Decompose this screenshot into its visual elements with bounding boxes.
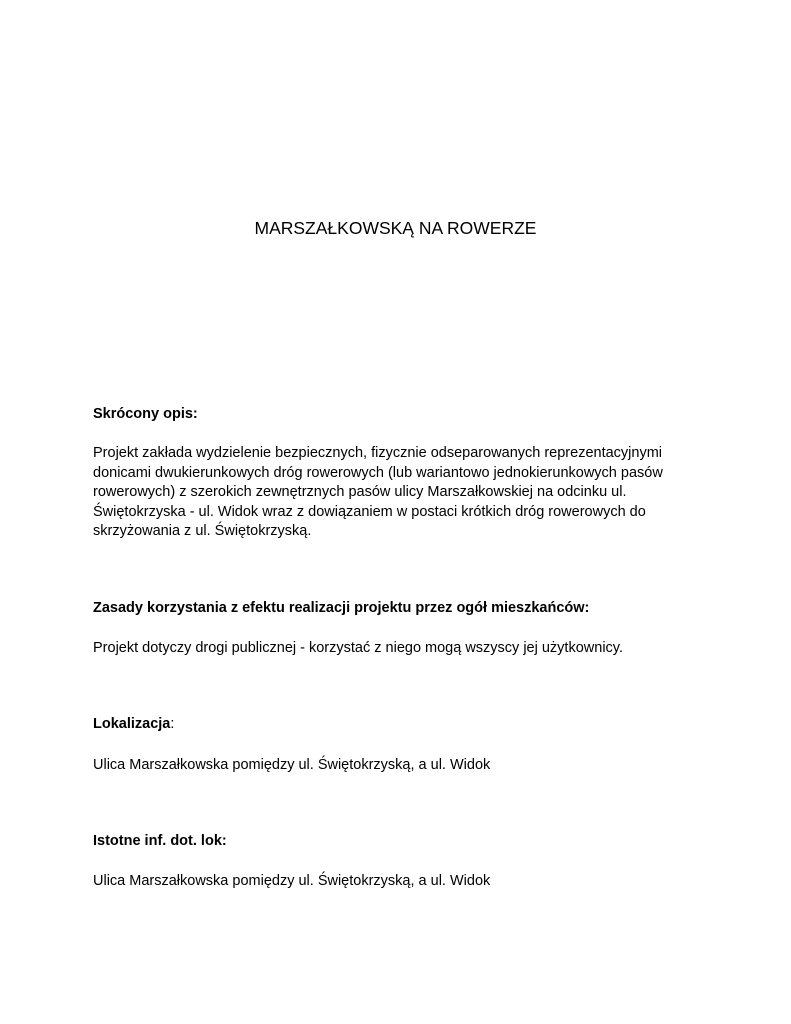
location-info-paragraph [93, 872, 490, 892]
summary-heading: Skrócony opis: [93, 406, 198, 422]
location-info-heading: Istotne inf. dot. lok: [93, 833, 227, 849]
location-paragraph [93, 756, 490, 776]
location-heading-label: Lokalizacja [93, 716, 171, 732]
summary-paragraph [93, 444, 663, 542]
usage-rules-paragraph [93, 639, 623, 659]
usage-rules-heading: Zasady korzystania z efektu realizacji projektu przez ogół mieszkańców: [93, 600, 590, 616]
location-info-text: Ulica Marszałkowska pomiędzy ul. Świętokrzyską, a ul. Widok [93, 873, 491, 889]
summary-line: Projekt zakłada wydzielenie bezpiecznych, fizycznie odseparowanych reprezentacyjnymi [93, 445, 663, 461]
document-title: MARSZAŁKOWSKĄ NA ROWERZE [254, 218, 537, 238]
summary-line: donicami dwukierunkowych dróg rowerowych (lub wariantowo jednokierunkowych pasów [93, 464, 663, 481]
usage-rules-text: Projekt dotyczy drogi publicznej - korzystać z niego mogą wszyscy jej użytkownicy. [93, 640, 623, 656]
summary-line: Świętokrzyska - ul. Widok wraz z dowiązaniem w postaci krótkich dróg rowerowych do [93, 503, 646, 520]
summary-line: rowerowych) z szerokich zewnętrznych pasów ulicy Marszałkowskiej na odcinku ul. [93, 484, 627, 500]
location-text: Ulica Marszałkowska pomiędzy ul. Świętokrzyską, a ul. Widok [93, 757, 491, 773]
summary-line: skrzyżowania z ul. Świętokrzyską. [93, 523, 312, 539]
location-heading [93, 716, 174, 732]
location-heading-colon: : [170, 716, 175, 732]
